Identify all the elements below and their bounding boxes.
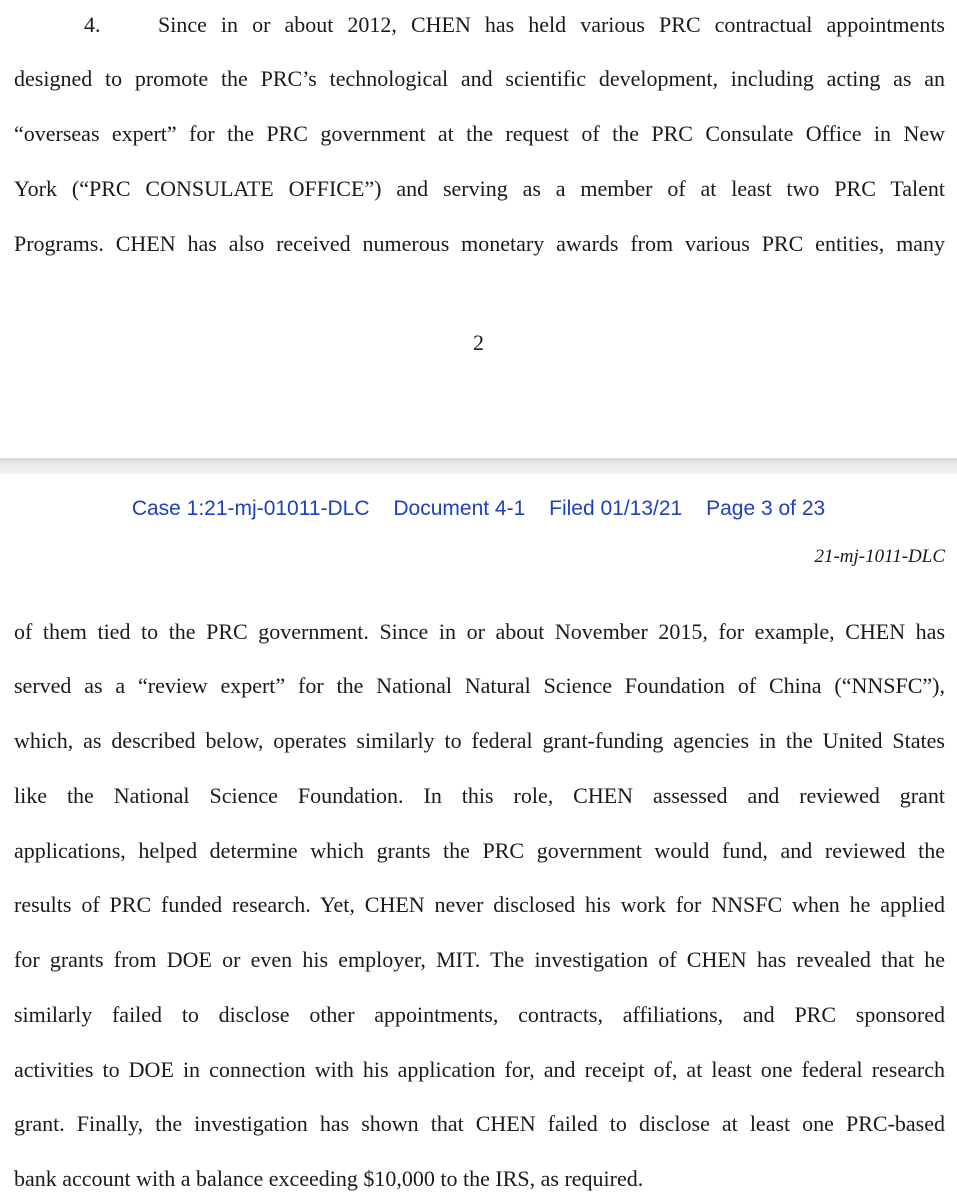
paragraph-number: 4. — [84, 12, 101, 37]
page-number: 2 — [473, 330, 484, 355]
paragraph-line: activities to DOE in connection with his application for, and receipt of, at least one federal research — [14, 1057, 945, 1082]
paragraph-first-line: Since in or about 2012, CHEN has held various PRC contractual appointments — [158, 12, 945, 37]
paragraph-line: designed to promote the PRC’s technological and scientific development, including acting as an — [14, 66, 945, 91]
paragraph-line: Programs. CHEN has also received numerous monetary awards from various PRC entities, many — [14, 231, 945, 256]
paragraph-line: results of PRC funded research. Yet, CHEN never disclosed his work for NNSFC when he applied — [14, 892, 945, 917]
paragraph-line: York (“PRC CONSULATE OFFICE”) and serving as a member of at least two PRC Talent — [14, 176, 945, 201]
ecf-header — [0, 494, 957, 524]
ecf-page-count: Page 3 of 23 — [706, 497, 826, 520]
paragraph-line: grant. Finally, the investigation has shown that CHEN failed to disclose at least one PRC-based — [14, 1111, 945, 1136]
paragraph-line: served as a “review expert” for the National Natural Science Foundation of China (“NNSFC”), — [14, 673, 945, 698]
ecf-case-number: Case 1:21-mj-01011-DLC — [131, 497, 370, 520]
paragraph-line: bank account with a balance exceeding $10,000 to the IRS, as required. — [14, 1166, 644, 1191]
paragraph-line: applications, helped determine which grants the PRC government would fund, and reviewed the — [14, 838, 945, 863]
page-separator — [0, 458, 957, 474]
case-reference: 21-mj-1011-DLC — [814, 546, 945, 567]
ecf-document-number: Document 4-1 — [393, 497, 526, 520]
paragraph-line: of them tied to the PRC government. Since in or about November 2015, for example, CHEN has — [14, 619, 945, 644]
paragraph-line: for grants from DOE or even his employer, MIT. The investigation of CHEN has revealed that he — [14, 947, 945, 972]
paragraph-line: which, as described below, operates similarly to federal grant-funding agencies in the United States — [14, 728, 945, 753]
paragraph-line: similarly failed to disclose other appointments, contracts, affiliations, and PRC sponsored — [14, 1002, 945, 1027]
ecf-filed-date: Filed 01/13/21 — [549, 497, 683, 520]
paragraph-line: like the National Science Foundation. In this role, CHEN assessed and reviewed grant — [14, 783, 945, 808]
paragraph-line: “overseas expert” for the PRC government at the request of the PRC Consulate Office in New — [14, 121, 945, 146]
